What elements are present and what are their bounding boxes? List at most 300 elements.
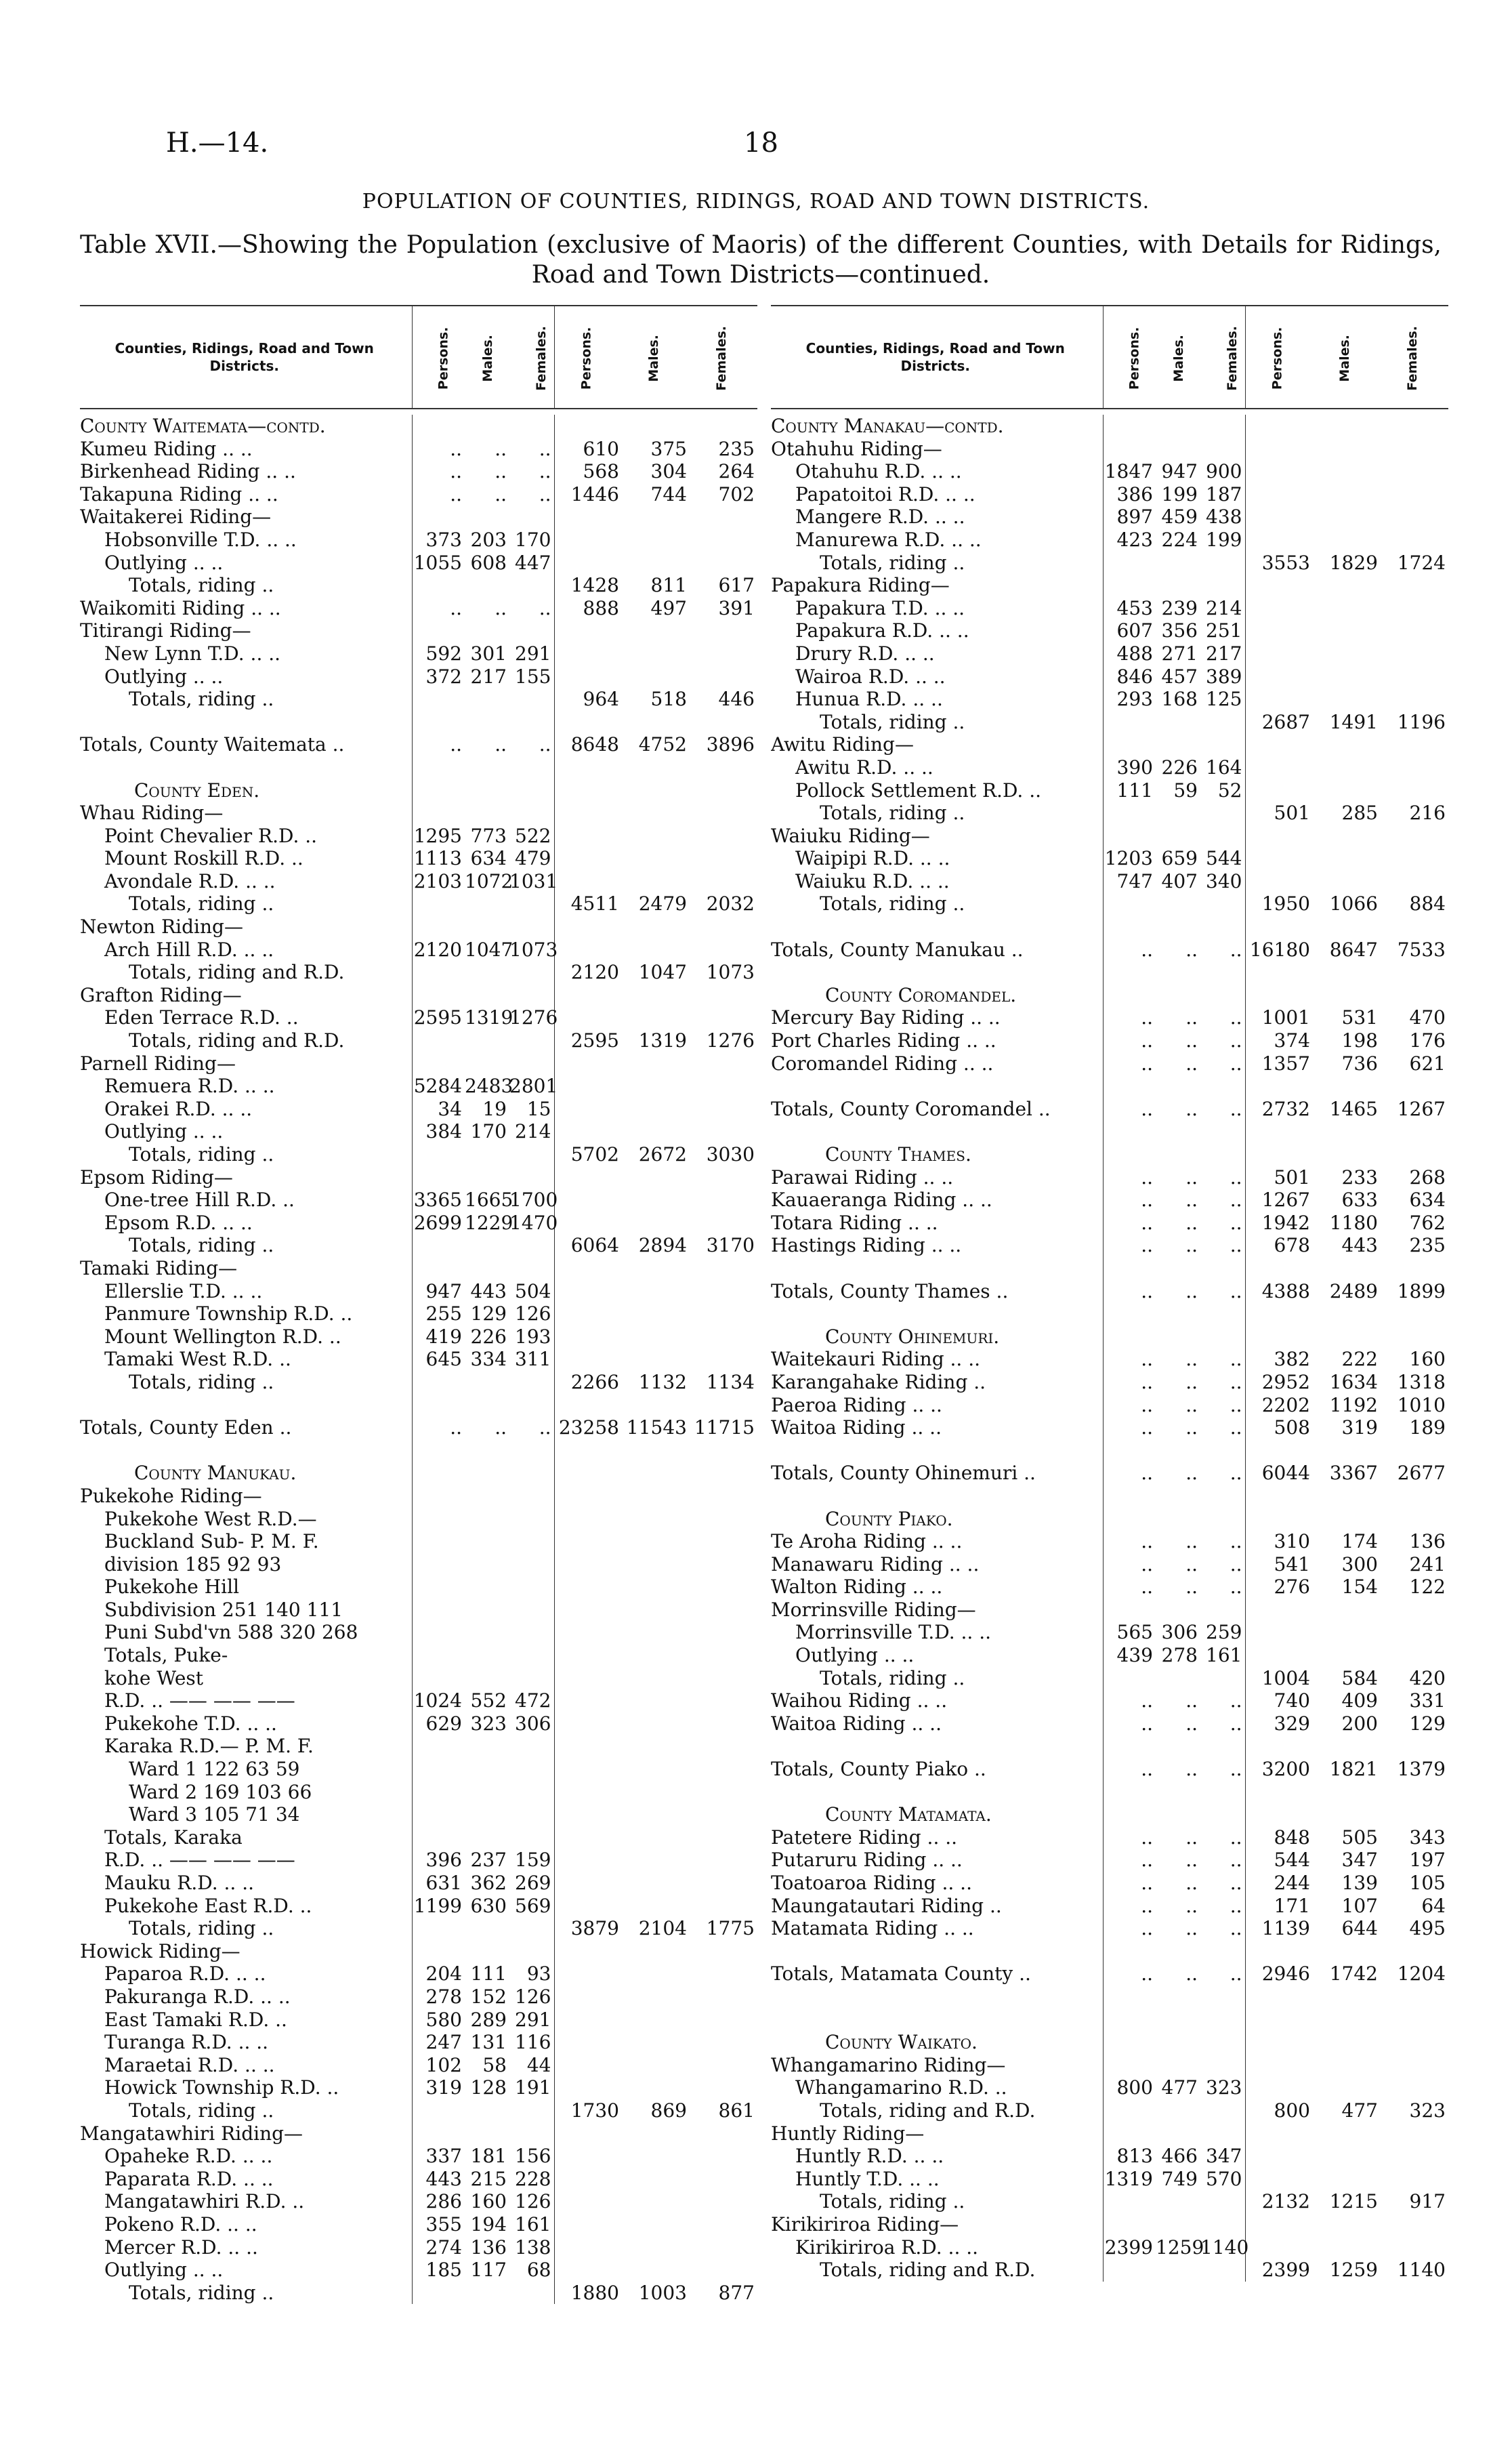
detail-females-cell: .. [1230,1462,1242,1485]
detail-persons-cell [412,1166,465,1189]
detail-persons-cell: 2120 [412,939,465,962]
detail-persons-cell: .. [1103,1348,1156,1371]
detail-persons-cell: 102 [412,2054,465,2077]
detail-persons-cell: 947 [412,1280,465,1303]
detail-males-cell: 226 [1161,756,1198,779]
total-males-cell [1313,1985,1381,2009]
detail-persons-cell [1103,2031,1156,2054]
total-females-cell: 105 [1409,1872,1446,1894]
row-label: Howick Riding— [80,1939,240,1962]
detail-persons-cell: 565 [1103,1621,1156,1644]
total-persons-cell [554,1348,622,1371]
table-row [80,1895,757,1918]
detail-females-cell: .. [1230,1849,1242,1872]
total-males-cell: 477 [1341,2099,1378,2122]
total-persons-cell [554,1280,622,1303]
detail-persons-cell [412,1758,465,1781]
detail-males-cell: 356 [1161,619,1198,642]
total-females-cell [690,619,757,642]
row-label [771,1075,1103,1098]
total-females-cell [690,1712,757,1735]
total-males-cell [1313,642,1381,665]
detail-males-cell: .. [495,482,507,506]
detail-females-cell [509,415,554,438]
detail-females-cell [509,1508,554,1531]
table-row [771,2236,1448,2259]
detail-persons-cell: 1055 [412,552,465,575]
total-males-cell [1313,915,1381,939]
total-males-cell [622,1849,690,1872]
row-label [80,1439,412,1462]
detail-males-cell [465,1667,509,1690]
total-males-cell: 200 [1341,1712,1378,1735]
total-males-cell [1313,574,1381,597]
detail-females-cell: 306 [515,1712,551,1735]
detail-males-cell [1156,1075,1200,1098]
total-females-cell [1381,483,1448,506]
total-females-cell: 11715 [694,1416,755,1439]
total-females-cell [690,1006,757,1029]
detail-persons-cell [412,1485,465,1508]
total-males-cell: 2672 [638,1143,687,1166]
row-label: Ward 2 169 103 66 [129,1780,312,1803]
table-row [771,847,1448,870]
detail-females-cell [509,1917,554,1940]
detail-persons-cell [412,1143,465,1166]
total-persons-cell: 6064 [554,1234,622,1257]
total-males-cell [1313,483,1381,506]
row-label: Maungatautari Riding .. [771,1894,1002,1917]
total-males-cell [622,2076,690,2099]
detail-persons-cell: 2595 [412,1006,465,1029]
total-persons-cell [554,1052,622,1075]
detail-females-cell [509,1553,554,1576]
detail-males-cell: .. [1185,1234,1198,1257]
row-label: Turanga R.D. .. .. [104,2031,269,2054]
table-row [80,1803,757,1826]
detail-persons-cell [412,1917,465,1940]
detail-persons-cell: .. [1103,1166,1156,1189]
detail-females-cell: .. [1230,1576,1242,1599]
detail-persons-cell: .. [1103,1462,1156,1485]
total-females-cell: 420 [1409,1666,1446,1689]
total-males-cell [1313,1143,1381,1166]
total-females-cell [690,939,757,962]
total-persons-cell: 2732 [1245,1098,1313,1121]
detail-males-cell [1156,1803,1200,1826]
detail-females-cell: 217 [1206,642,1242,665]
detail-males-cell: .. [495,733,507,756]
detail-females-cell: 164 [1206,756,1242,779]
total-persons-cell [554,1644,622,1667]
row-label: County Matamata. [825,1803,992,1826]
table-row [80,847,757,870]
column-header-row [771,306,1448,409]
table-row [80,2031,757,2054]
total-males-cell [1313,1120,1381,1143]
detail-males-cell: .. [1185,1872,1198,1894]
detail-males-cell: .. [495,1416,507,1439]
detail-females-cell: 269 [515,1872,551,1894]
total-males-cell [1313,529,1381,552]
total-females-cell: 1276 [706,1029,755,1052]
detail-persons-cell [1103,892,1156,915]
detail-persons-cell: 396 [412,1849,465,1872]
table-row [80,1257,757,1280]
total-persons-cell: 678 [1245,1234,1313,1257]
detail-persons-cell: 419 [412,1325,465,1349]
total-persons-cell [554,529,622,552]
row-label [771,1257,1103,1280]
detail-persons-cell: 897 [1103,506,1156,529]
detail-males-cell: 239 [1161,596,1198,619]
detail-females-cell: 228 [515,2167,551,2190]
detail-persons-cell [412,2282,465,2305]
detail-males-cell: 1229 [465,1211,513,1234]
detail-males-cell [1156,2009,1200,2032]
total-males-cell: 531 [1341,1006,1378,1029]
detail-males-cell: 477 [1161,2076,1198,2099]
total-females-cell [1381,756,1448,779]
detail-persons-cell [1103,1257,1156,1280]
total-males-cell: 304 [650,460,687,483]
total-persons-cell: 1004 [1245,1667,1313,1690]
detail-persons-cell: 204 [412,1962,465,1985]
total-females-cell: 877 [718,2281,755,2304]
row-label: Totals, riding and R.D. [820,2259,1036,2282]
detail-females-cell [1200,1667,1245,1690]
row-label: Ellerslie T.D. .. .. [104,1279,263,1302]
total-males-cell: 285 [1341,802,1378,825]
detail-males-cell [465,506,509,529]
detail-females-cell: 438 [1206,506,1242,529]
detail-males-cell: .. [1185,1166,1198,1189]
total-females-cell: 1204 [1397,1962,1446,1985]
detail-females-cell: 170 [515,528,551,551]
table-row [771,483,1448,506]
table-row [80,1212,757,1235]
row-label: Waipipi R.D. .. .. [795,847,950,870]
table-row [80,825,757,848]
column-header-females: Females. [714,326,730,391]
detail-persons-cell [1103,2122,1156,2145]
total-females-cell: 129 [1409,1712,1446,1735]
table-row [80,1325,757,1349]
detail-males-cell: 1319 [465,1006,513,1029]
row-label: Whangamarino R.D. .. [795,2076,1007,2099]
table-row [80,1348,757,1371]
detail-males-cell: 443 [470,1279,507,1302]
detail-females-cell [1200,1075,1245,1098]
detail-females-cell [509,688,554,711]
detail-persons-cell: 631 [412,1872,465,1895]
detail-males-cell: .. [1185,1849,1198,1872]
total-females-cell [690,1985,757,2009]
total-females-cell [690,2054,757,2077]
detail-persons-cell [1103,1940,1156,1963]
detail-persons-cell: .. [1103,1006,1156,1029]
detail-females-cell: 191 [515,2076,551,2099]
detail-females-cell: 93 [526,1962,551,1985]
total-females-cell [690,1439,757,1462]
total-persons-cell [554,847,622,870]
row-label: Putaruru Riding .. .. [771,1849,963,1872]
total-persons-cell: 2266 [554,1371,622,1394]
detail-persons-cell [1103,1143,1156,1166]
population-table-left [80,305,757,2304]
total-males-cell: 644 [1341,1917,1378,1940]
row-label: Totals, riding .. [820,710,965,733]
row-label: Whangamarino Riding— [771,2053,1006,2076]
detail-females-cell: .. [1230,1097,1242,1120]
detail-males-cell [465,984,509,1007]
table-row [771,1029,1448,1052]
detail-females-cell: 161 [515,2213,551,2236]
detail-males-cell: 457 [1161,665,1198,688]
detail-males-cell: .. [1185,1689,1198,1712]
total-persons-cell [554,2190,622,2213]
detail-males-cell: 58 [482,2053,507,2076]
row-label: Manurewa R.D. .. .. [795,528,982,551]
county-heading-row [80,1462,757,1485]
detail-males-cell: .. [1185,1552,1198,1576]
detail-males-cell: 59 [1173,779,1198,802]
detail-females-cell [1200,1257,1245,1280]
total-males-cell [622,2168,690,2191]
total-females-cell [690,1599,757,1622]
total-males-cell [622,1485,690,1508]
total-persons-cell [554,1485,622,1508]
detail-males-cell: 634 [470,847,507,870]
total-persons-cell [1245,2236,1313,2259]
total-persons-cell: 5702 [554,1143,622,1166]
detail-females-cell [1200,2213,1245,2236]
row-label: Howick Township R.D. .. [104,2076,339,2099]
total-males-cell [622,1302,690,1325]
detail-females-cell: 1031 [509,869,558,892]
detail-females-cell: 193 [515,1325,551,1348]
row-label: Waiuku Riding— [771,824,930,847]
detail-persons-cell [412,688,465,711]
total-persons-cell [1245,961,1313,984]
row-label: Avondale R.D. .. .. [104,869,276,892]
row-label: Totals, riding .. [820,892,965,915]
detail-females-cell [1200,802,1245,825]
total-males-cell: 300 [1341,1552,1378,1576]
row-label: County Coromandel. [825,983,1017,1006]
row-label [80,1394,412,1417]
row-label: Totals, County Ohinemuri .. [771,1462,1036,1485]
detail-persons-cell [1103,825,1156,848]
table-row [771,506,1448,529]
total-persons-cell [1245,529,1313,552]
row-label: Waitoa Riding .. .. [771,1416,942,1439]
total-males-cell [622,2213,690,2236]
total-females-cell [690,2236,757,2259]
total-persons-cell [554,1439,622,1462]
detail-persons-cell: 645 [412,1348,465,1371]
row-label: Paparoa R.D. .. .. [104,1962,266,1985]
detail-males-cell: 199 [1161,482,1198,506]
total-females-cell [1381,2076,1448,2099]
row-label: Mount Wellington R.D. .. [104,1325,341,1348]
total-females-cell [690,552,757,575]
total-males-cell [1313,733,1381,756]
detail-females-cell: .. [1230,938,1242,961]
table-row [80,1940,757,1963]
total-females-cell [690,1462,757,1485]
total-persons-cell [1245,1485,1313,1508]
detail-persons-cell [1103,2190,1156,2213]
detail-males-cell: 111 [470,1962,507,1985]
total-females-cell [690,825,757,848]
column-header-persons: Persons. [436,327,451,390]
detail-females-cell [509,1394,554,1417]
detail-females-cell: .. [1230,1712,1242,1735]
detail-females-cell [1200,984,1245,1007]
total-persons-cell: 1267 [1245,1189,1313,1212]
total-persons-cell: 16180 [1245,939,1313,962]
total-males-cell [622,2009,690,2032]
total-persons-cell [1245,1599,1313,1622]
detail-persons-cell [412,961,465,984]
detail-males-cell [465,688,509,711]
row-label: Kirikiriroa Riding— [771,2213,959,2236]
detail-persons-cell [1103,2213,1156,2236]
total-males-cell: 811 [650,574,687,597]
detail-persons-cell: 747 [1103,870,1156,893]
detail-persons-cell: 439 [1103,1644,1156,1667]
row-label: Pukekohe West R.D.— [104,1507,317,1530]
detail-males-cell [1156,574,1200,597]
total-females-cell [1381,1621,1448,1644]
total-persons-cell [554,939,622,962]
detail-females-cell: .. [539,596,551,619]
row-label: Coromandel Riding .. .. [771,1052,994,1075]
row-label: Otahuhu R.D. .. .. [795,460,962,483]
table-row [771,733,1448,756]
detail-males-cell: 334 [470,1348,507,1371]
detail-males-cell [465,2122,509,2145]
detail-persons-cell [412,1530,465,1553]
table-row [771,1599,1448,1622]
detail-males-cell: 168 [1161,688,1198,711]
total-females-cell [1381,847,1448,870]
detail-persons-cell: 2699 [412,1212,465,1235]
total-males-cell [1313,1325,1381,1349]
total-males-cell [622,1803,690,1826]
detail-persons-cell [1103,574,1156,597]
detail-females-cell [509,1576,554,1599]
detail-males-cell: 226 [470,1325,507,1348]
row-label: Papakura Riding— [771,574,950,597]
detail-females-cell: .. [1230,1689,1242,1712]
total-males-cell [622,619,690,642]
detail-females-cell: 479 [515,847,551,870]
total-males-cell: 1465 [1329,1097,1378,1120]
row-label: Karangahake Riding .. [771,1370,986,1393]
total-males-cell [1313,597,1381,620]
detail-females-cell [509,1803,554,1826]
detail-females-cell: .. [1230,1416,1242,1439]
detail-males-cell: 362 [470,1872,507,1894]
table-row [771,1371,1448,1394]
detail-males-cell: 170 [470,1120,507,1143]
total-persons-cell [1245,665,1313,688]
total-persons-cell [1245,1644,1313,1667]
table-row [771,1485,1448,1508]
total-males-cell: 443 [1341,1234,1378,1257]
total-females-cell: 762 [1409,1211,1446,1234]
row-label: Waitakerei Riding— [80,506,272,529]
detail-persons-cell: 5284 [412,1075,465,1098]
detail-females-cell: 156 [515,2145,551,2168]
detail-persons-cell [412,1029,465,1052]
table-row [771,779,1448,802]
detail-persons-cell: .. [1103,1872,1156,1895]
table-row [80,1621,757,1644]
detail-females-cell: .. [539,482,551,506]
total-persons-cell [554,1120,622,1143]
table-row [80,2099,757,2122]
row-label: Totals, riding .. [129,1917,274,1940]
row-label: County Piako. [825,1507,953,1530]
table-row [80,2190,757,2213]
total-females-cell: 3170 [706,1234,755,1257]
detail-males-cell: .. [1185,1416,1198,1439]
row-label: Ward 3 105 71 34 [129,1803,300,1826]
detail-persons-cell: .. [412,460,465,483]
total-females-cell [1381,642,1448,665]
total-females-cell [690,1940,757,1963]
total-persons-cell: 8648 [554,733,622,756]
total-persons-cell [1245,915,1313,939]
detail-females-cell: 311 [515,1348,551,1371]
table-row [771,1735,1448,1758]
total-females-cell: 189 [1409,1416,1446,1439]
total-persons-cell [554,2031,622,2054]
row-label: County Manukau. [134,1462,297,1485]
total-females-cell [690,1120,757,1143]
detail-persons-cell [1103,1803,1156,1826]
total-persons-cell: 1730 [554,2099,622,2122]
total-females-cell [690,2213,757,2236]
detail-females-cell [1200,1439,1245,1462]
total-females-cell: 917 [1409,2190,1446,2213]
detail-males-cell [465,1826,509,1849]
row-label [771,1781,1103,1804]
detail-males-cell: .. [1185,1029,1198,1052]
row-label: Mauku R.D. .. .. [104,1872,255,1894]
total-females-cell: 136 [1409,1530,1446,1553]
total-females-cell [1381,1485,1448,1508]
total-females-cell [690,1803,757,1826]
table-row [80,1599,757,1622]
total-persons-cell [1245,2031,1313,2054]
total-females-cell [1381,1781,1448,1804]
total-males-cell [622,1462,690,1485]
detail-persons-cell: 423 [1103,529,1156,552]
total-persons-cell [1245,1940,1313,1963]
table-row [80,1166,757,1189]
detail-females-cell: 251 [1206,619,1242,642]
total-females-cell [690,847,757,870]
detail-males-cell: 217 [470,665,507,688]
total-persons-cell [554,2213,622,2236]
total-females-cell [690,1166,757,1189]
detail-persons-cell [412,1394,465,1417]
table-row [80,552,757,575]
